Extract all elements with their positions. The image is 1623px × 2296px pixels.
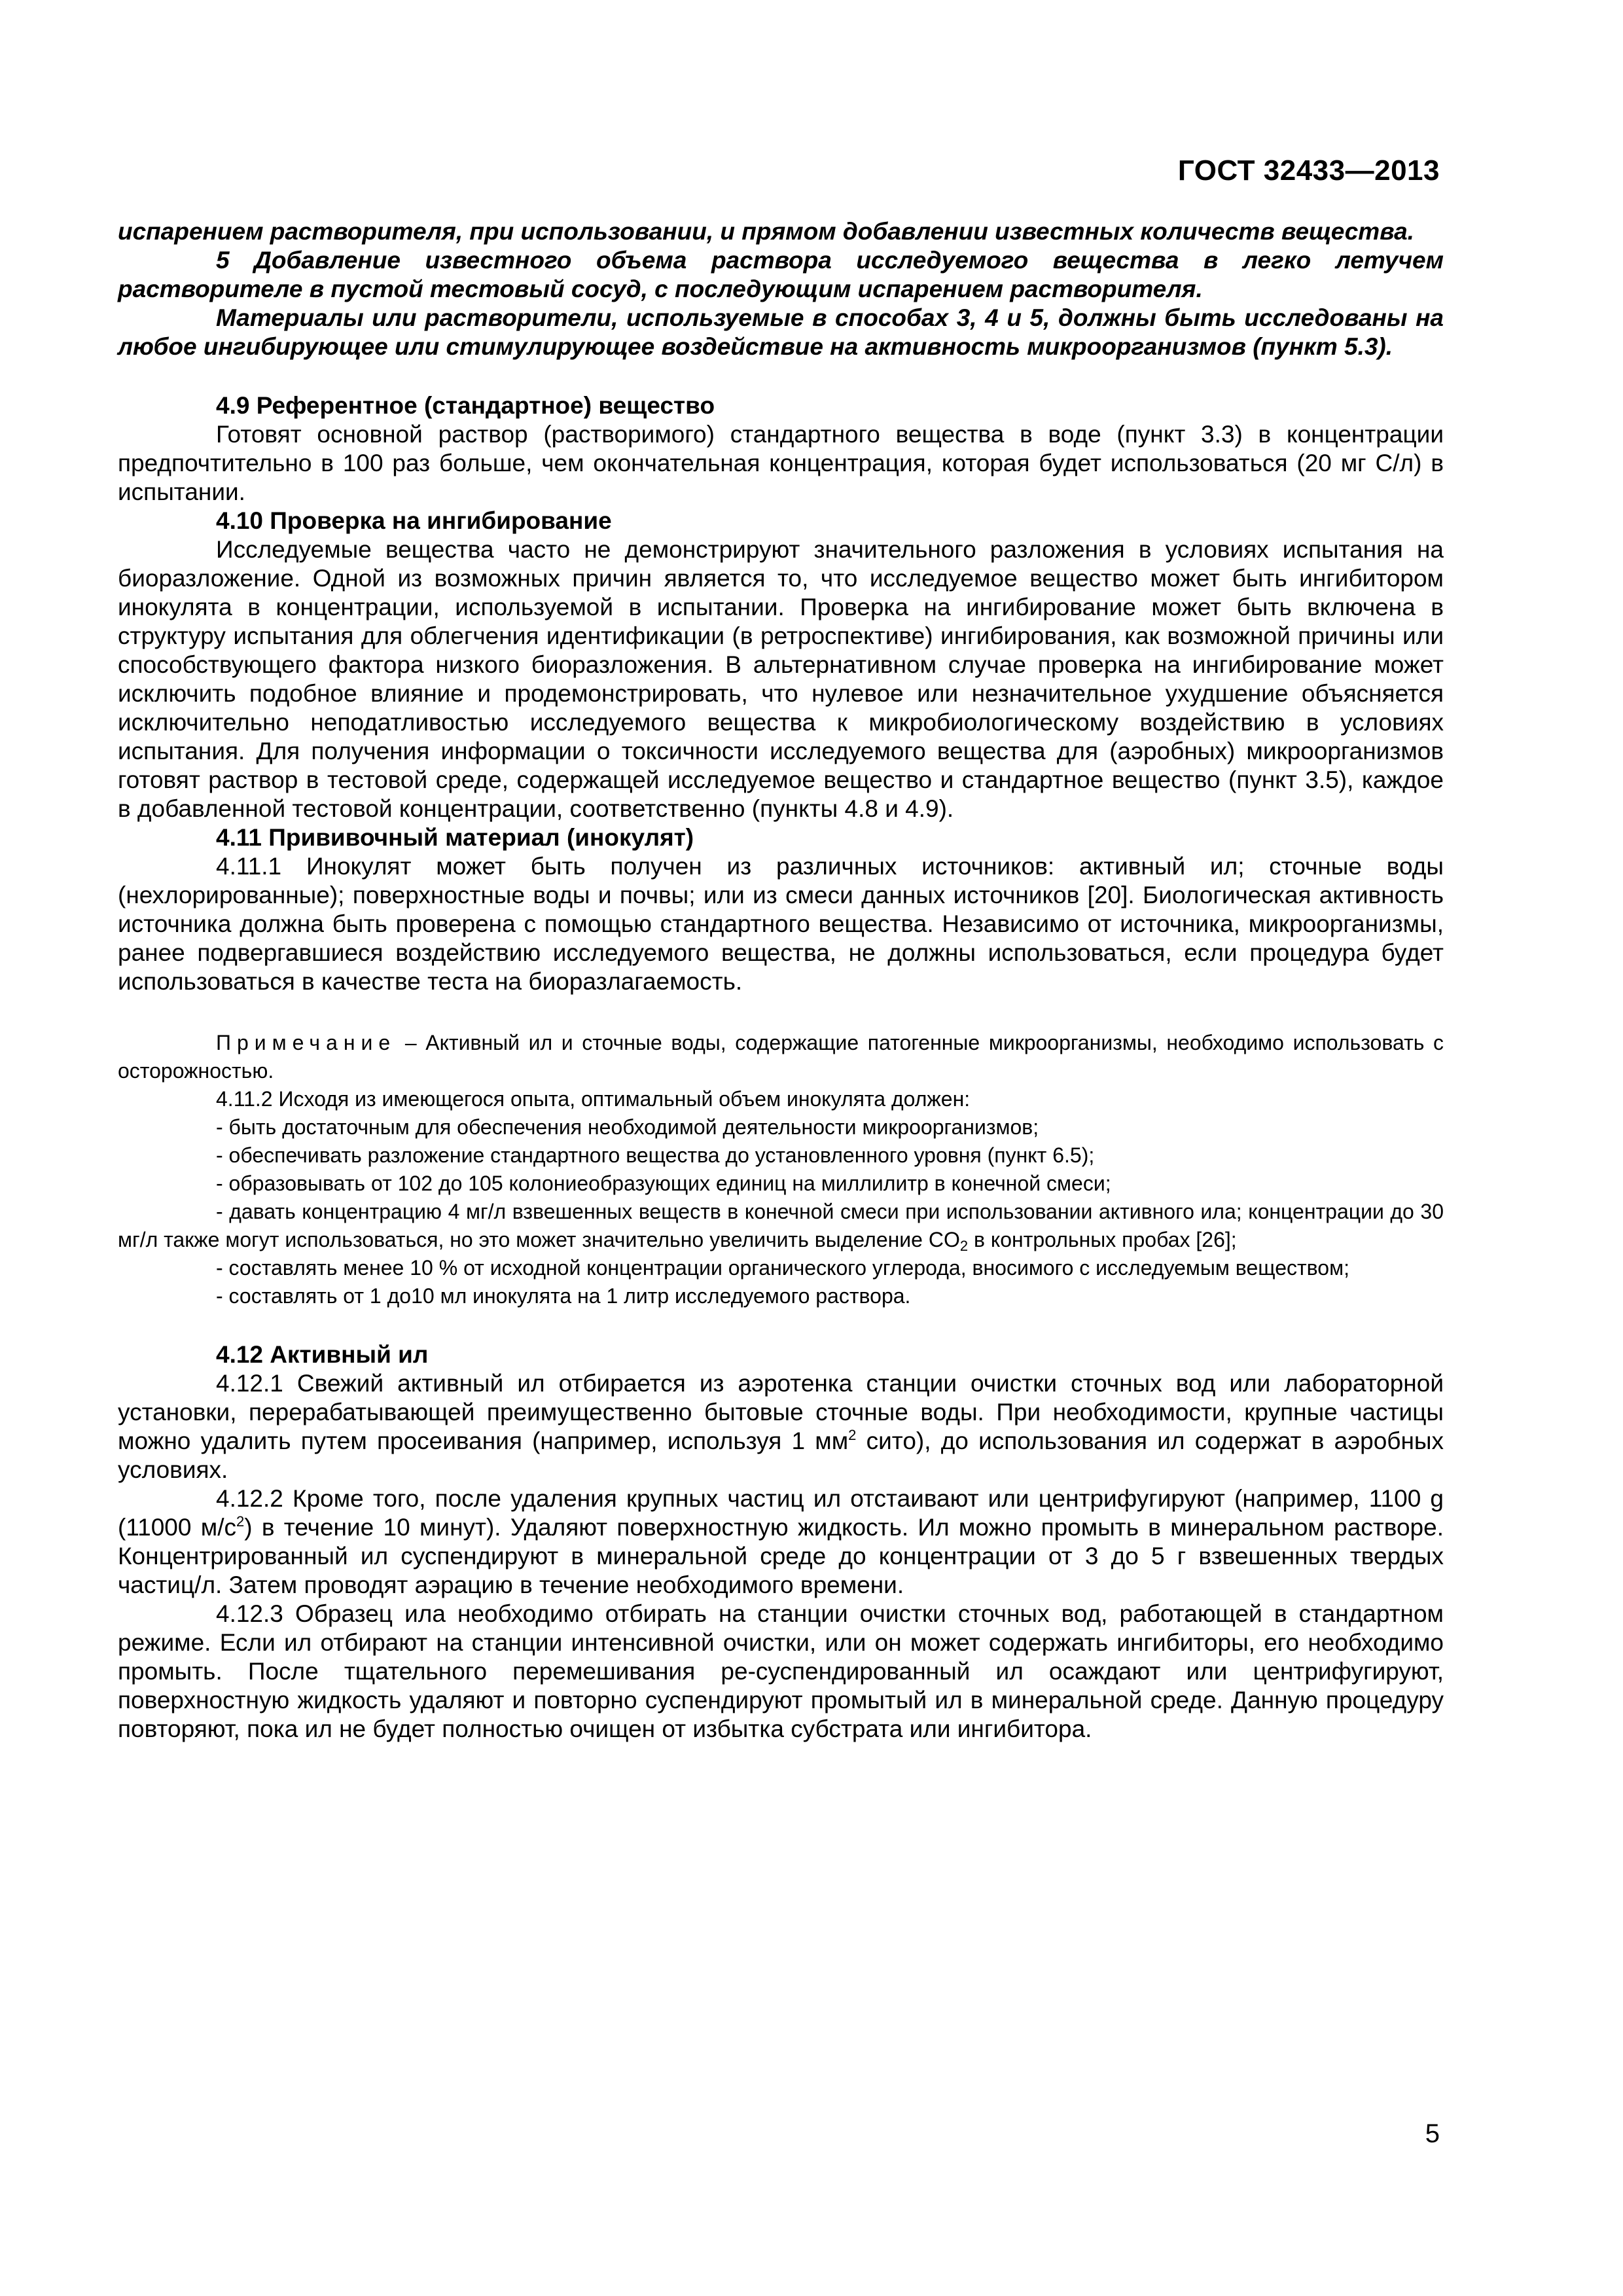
list-item-co2: - давать концентрацию 4 мг/л взвешенных веществ в конечной смеси при использовании активного ила; концентрации до 30 мг/л также могут использоваться, но это может значительно увеличить выделение $CO_2$ в контрольных пробах [26]; [118, 1200, 1444, 1254]
document-header-standard: ГОСТ 32433—2013 [1177, 154, 1440, 187]
section-4-12-2-paragraph: 4.12.2 Кроме того, после удаления крупных частиц ил отстаивают или центрифугируют (например, 1100 g (11000 $м/с^2$) в течение 10 минут). Удаляют поверхностную жидкость. Ил можно промыть в минеральном растворе. Концентрированный ил суспендируют в минеральной среде до концентрации от 3 до 5 г взвешенных твердых частиц/л. Затем проводят аэрацию в течение необходимого времени. [118, 1485, 1444, 1598]
list-item: - составлять менее 10 % от исходной концентрации органического углерода, вносимого с исследуемым веществом; [216, 1256, 1349, 1280]
section-4-9-paragraph: Готовят основной раствор (растворимого) стандартного вещества в воде (пункт 3.3) в концентрации предпочтительно в 100 раз больше, чем окончательная концентрация, которая будет использоваться (20 мг С/л) в испытании. [118, 421, 1444, 505]
section-4-11-2-paragraph: 4.11.2 Исходя из имеющегося опыта, оптимальный объем инокулята должен: [216, 1087, 971, 1111]
note-text: – Активный ил и сточные воды, содержащие патогенные микроорганизмы, необходимо использовать с осторожностью. [118, 1031, 1444, 1083]
page-body [118, 217, 1444, 1744]
intro-paragraph-2: 5 Добавление известного объема раствора исследуемого вещества в легко летучем растворителе в пустой тестовый сосуд, с последующим испарением растворителя. [118, 247, 1444, 302]
list-item: - образовывать от 102 до 105 колониеобразующих единиц на миллилитр в конечной смеси; [216, 1172, 1111, 1195]
section-4-12-3-paragraph: 4.12.3 Образец ила необходимо отбирать на станции очистки сточных вод, работающей в стандартном режиме. Если ил отбирают на станции интенсивной очистки, или он может содержать ингибиторы, его необходимо промыть. После тщательного перемешивания ре-суспендированный ил осаждают или центрифугируют, поверхностную жидкость удаляют и повторно суспендируют промытый ил в минеральной среде. Данную процедуру повторяют, пока ил не будет полностью очищен от избытка субстрата или ингибитора. [118, 1600, 1444, 1742]
intro-paragraph-1: испарением растворителя, при использовании, и прямом добавлении известных количеств вещества. [118, 218, 1414, 245]
list-item: - составлять от 1 до10 мл инокулята на 1 литр исследуемого раствора. [216, 1284, 911, 1308]
page-number: 5 [1425, 2119, 1440, 2148]
section-4-10-title: 4.10 Проверка на ингибирование [216, 507, 612, 534]
list-item: - обеспечивать разложение стандартного вещества до установленного уровня (пункт 6.5); [216, 1143, 1095, 1167]
section-4-11-title: 4.11 Прививочный материал (инокулят) [216, 824, 694, 851]
section-4-12-title: 4.12 Активный ил [216, 1341, 429, 1368]
section-4-11-1-paragraph: 4.11.1 Инокулят может быть получен из различных источников: активный ил; сточные воды (нехлорированные); поверхностные воды и почвы; или из смеси данных источников [20]. Биологическая активность источника должна быть проверена с помощью стандартного вещества. Независимо от источника, микроорганизмы, ранее подвергавшиеся воздействию исследуемого вещества, не должны использоваться, если процедура будет использоваться в качестве теста на биоразлагаемость. [118, 853, 1444, 995]
list-item: - быть достаточным для обеспечения необходимой деятельности микроорганизмов; [216, 1115, 1039, 1139]
note-label: Примечание [216, 1031, 397, 1054]
section-4-10-paragraph: Исследуемые вещества часто не демонстрируют значительного разложения в условиях испытания на биоразложение. Одной из возможных причин является то, что исследуемое вещество может быть ингибитором инокулята в концентрации, используемой в испытании. Проверка на ингибирование может быть включена в структуру испытания для облегчения идентификации (в ретроспективе) ингибирования, как возможной причины или способствующего фактора низкого биоразложения. В альтернативном случае проверка на ингибирование может исключить подобное влияние и продемонстрировать, что нулевое или незначительное ухудшение объясняется исключительно неподатливостью исследуемого вещества к микробиологическому воздействию в условиях испытания. Для получения информации о токсичности исследуемого вещества для (аэробных) микроорганизмов готовят раствор в тестовой среде, содержащей исследуемое вещество и стандартное вещество (пункт 3.5), каждое в добавленной тестовой концентрации, соответственно (пункты 4.8 и 4.9). [118, 536, 1444, 822]
section-4-12-1-paragraph: 4.12.1 Свежий активный ил отбирается из аэротенка станции очистки сточных вод или лабораторной установки, перерабатывающей преимущественно бытовые сточные воды. При необходимости, крупные частицы можно удалить путем просеивания (например, используя 1 $мм^2$ сито), до использования ил содержат в аэробных условиях. [118, 1370, 1444, 1483]
intro-paragraph-3: Материалы или растворители, используемые в способах 3, 4 и 5, должны быть исследованы на любое ингибирующее или стимулирующее воздействие на активность микроорганизмов (пункт 5.3). [118, 304, 1444, 360]
note [118, 1029, 1444, 1085]
section-4-9-title: 4.9 Референтное (стандартное) вещество [216, 392, 715, 419]
